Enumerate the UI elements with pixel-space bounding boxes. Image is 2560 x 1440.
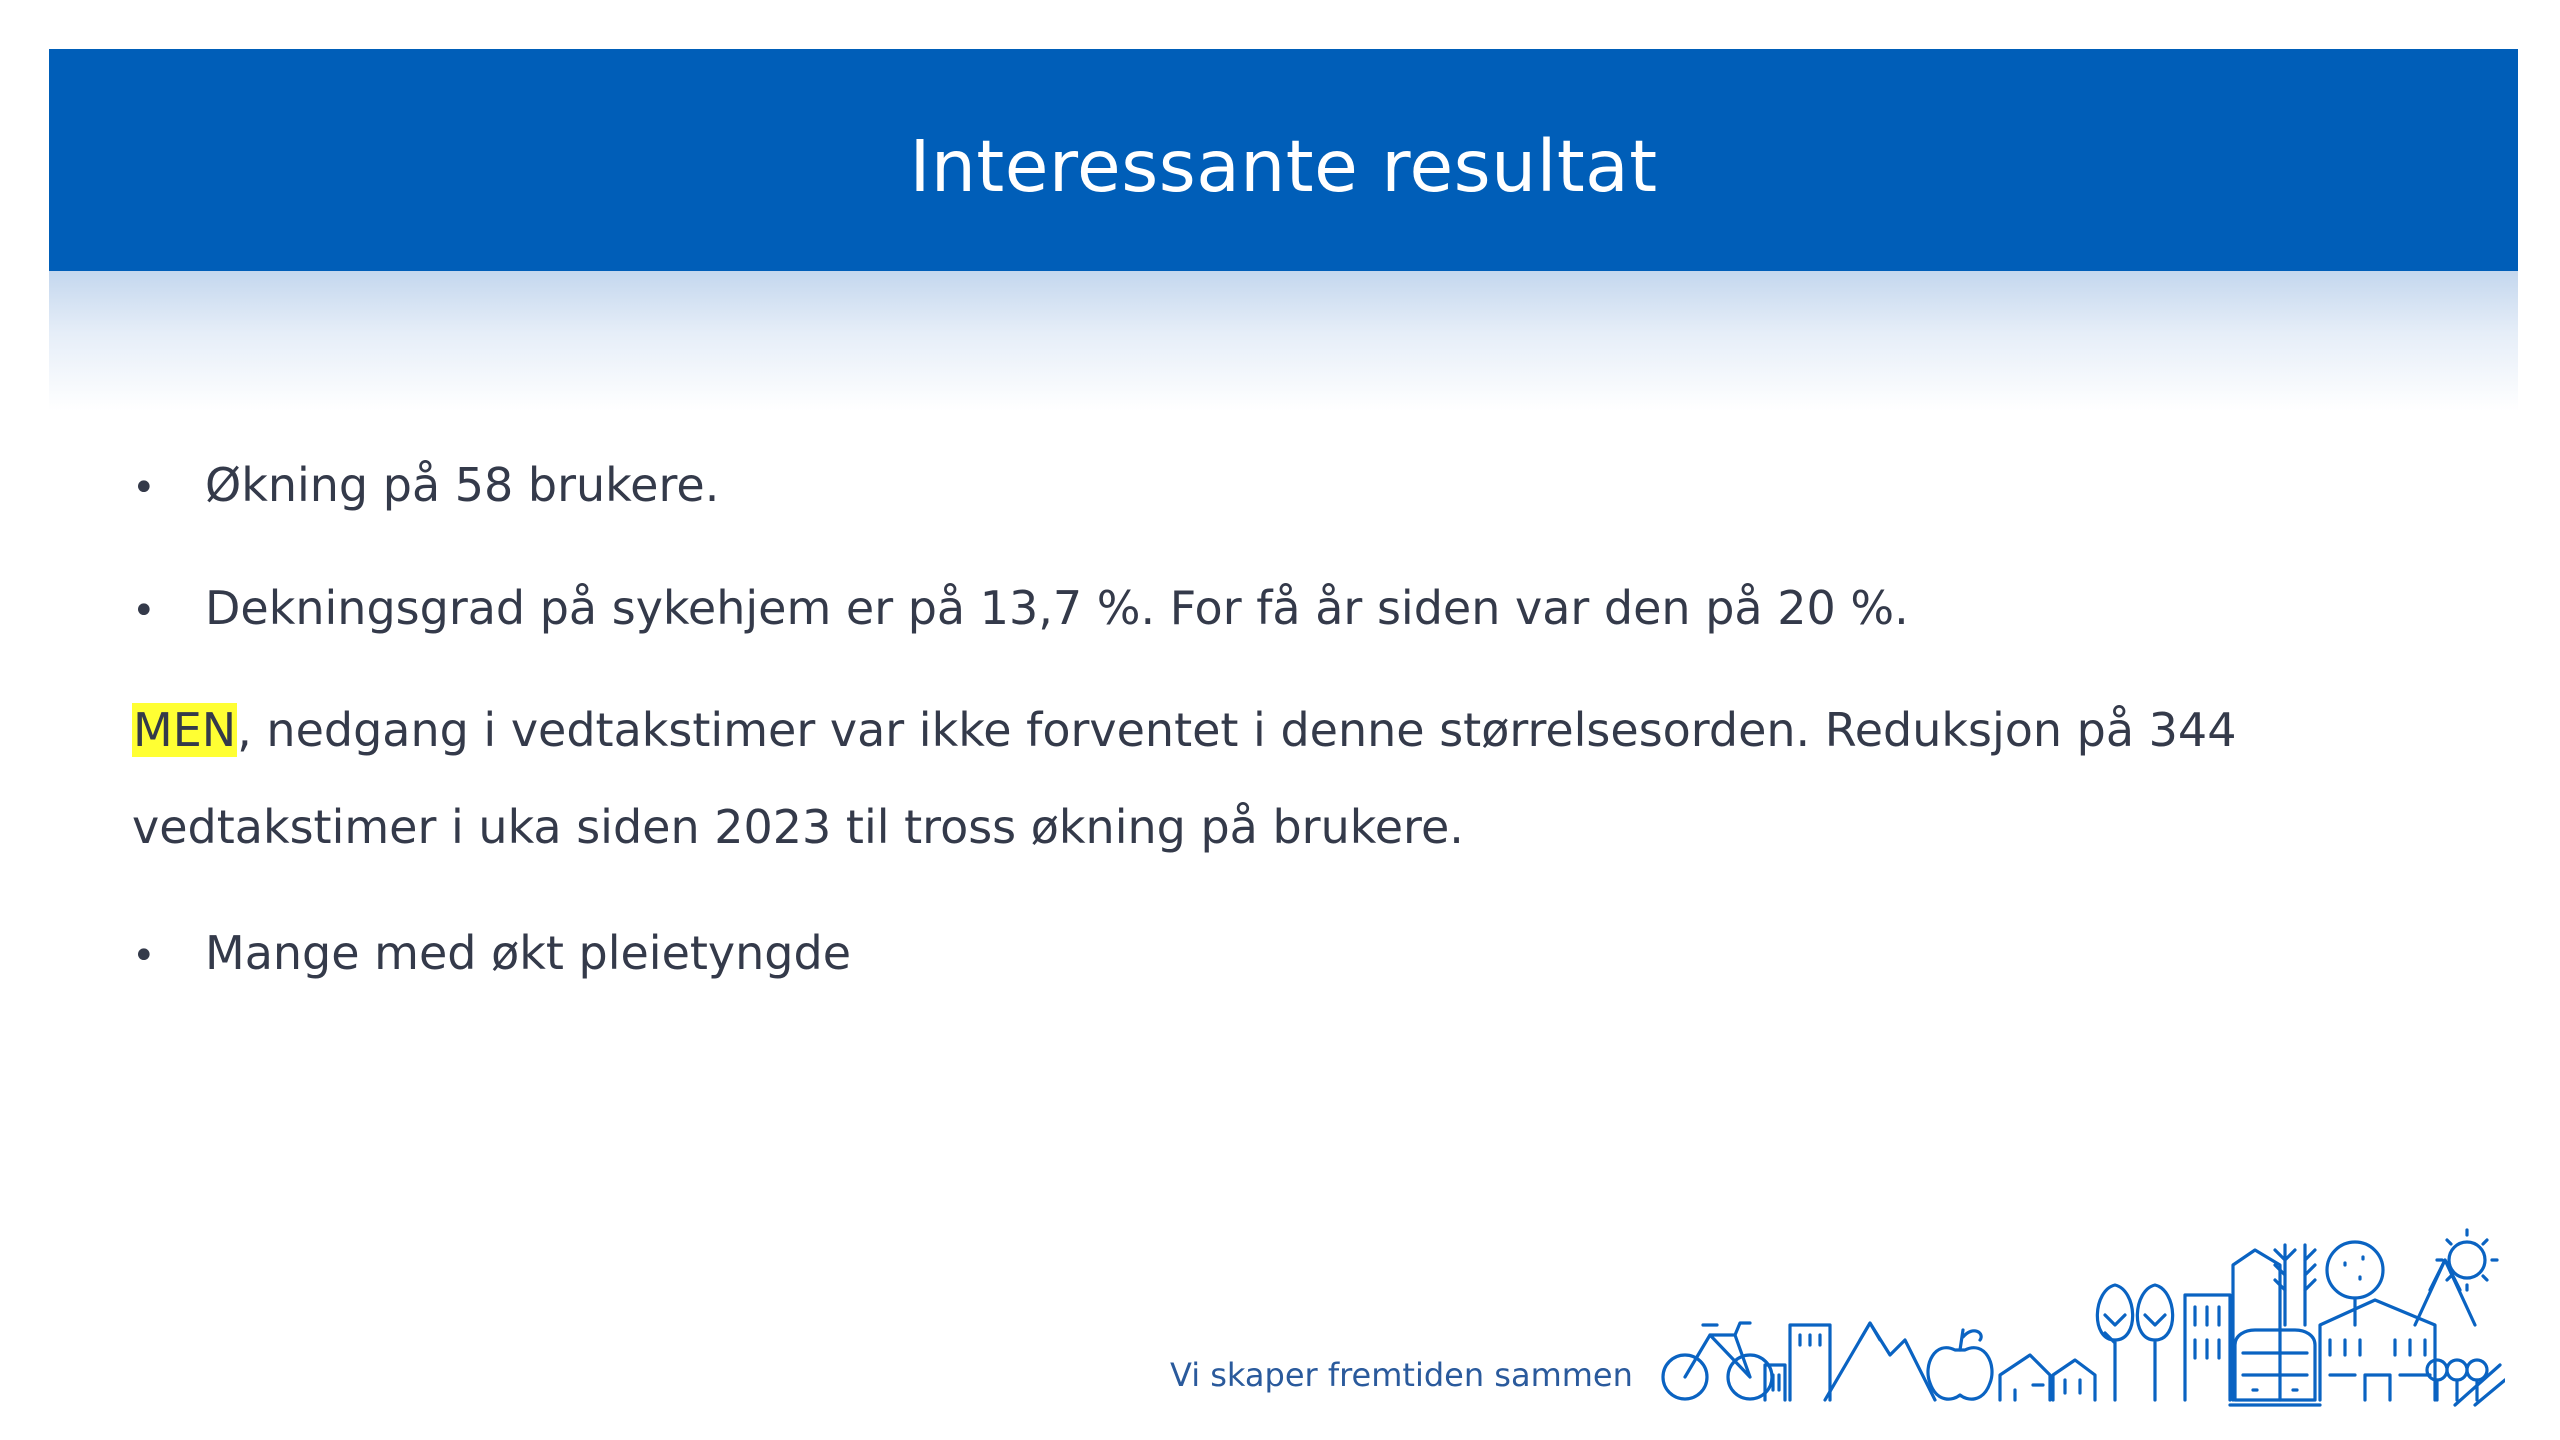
slide-title: Interessante resultat: [909, 124, 1658, 208]
bullet-marker: •: [132, 588, 156, 634]
mountain-sun-icon: [2415, 1230, 2497, 1325]
trees-icon: [2097, 1285, 2172, 1400]
road-icon: [2455, 1365, 2505, 1405]
men-line1-text: , nedgang i vedtakstimer var ikke forventet i denne størrelsesorden. Reduksjon på 344: [237, 703, 2237, 757]
bullet-item-3: [132, 926, 851, 980]
bullet-text: Økning på 58 brukere.: [205, 458, 720, 512]
men-paragraph-line-2: vedtakstimer i uka siden 2023 til tross økning på brukere.: [132, 800, 1464, 854]
bullet-marker: •: [132, 465, 156, 511]
men-paragraph-line-1: [132, 682, 2432, 779]
footer-tagline: Vi skaper fremtiden sammen: [1170, 1356, 1633, 1394]
highlighted-men: MEN: [133, 703, 237, 757]
round-tree-icon: [2327, 1242, 2383, 1325]
bicycle-icon: [1663, 1323, 1772, 1399]
men-paragraph: [132, 682, 2432, 876]
mountain-icon: [1825, 1323, 1935, 1400]
bullet-text: Mange med økt pleietyngde: [205, 926, 851, 980]
bullet-marker: •: [132, 933, 156, 979]
bullet-item-2: [132, 581, 1909, 635]
large-building-icon: [2320, 1300, 2435, 1400]
apple-icon: [1928, 1330, 1992, 1399]
houses-icon: [2000, 1355, 2095, 1400]
office-buildings-icon: [2185, 1250, 2280, 1400]
city-skyline-illustration: [1655, 1215, 2505, 1415]
bullet-text: Dekningsgrad på sykehjem er på 13,7 %. For få år siden var den på 20 %.: [205, 581, 1909, 635]
train-icon: [2230, 1330, 2320, 1405]
bullet-item-1: [132, 458, 720, 512]
buildings-left-icon: [1765, 1325, 1830, 1400]
